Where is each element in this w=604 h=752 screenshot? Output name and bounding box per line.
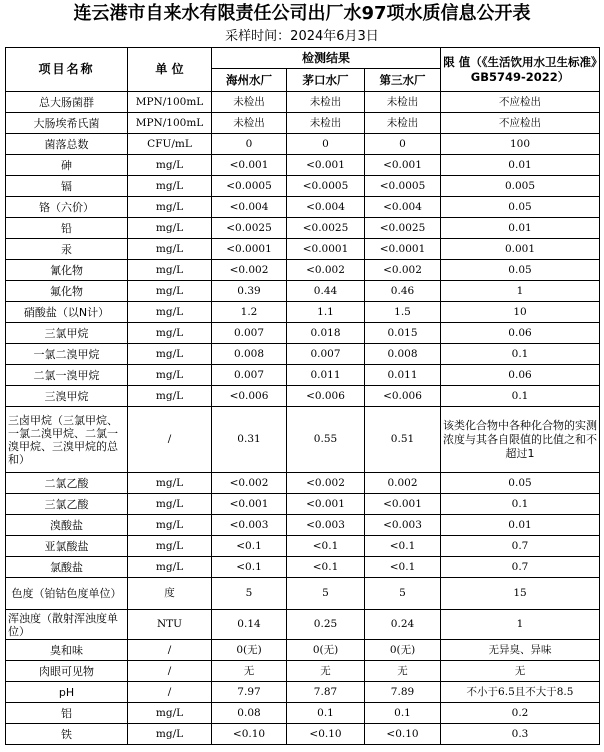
header-item-name: 项目名称	[6, 48, 128, 92]
row-unit: CFU/mL	[128, 134, 212, 155]
table-row	[6, 640, 600, 661]
row-value-maokou: 无	[287, 661, 365, 682]
row-limit: 0.01	[441, 515, 600, 536]
row-value-third: 5	[365, 578, 441, 610]
row-value-maokou: <0.006	[287, 386, 365, 407]
row-value-haizhou: <0.001	[212, 494, 287, 515]
row-value-maokou: <0.002	[287, 473, 365, 494]
header-limit: 限 值（《生活饮用水卫生标准》GB5749-2022）	[441, 48, 600, 92]
row-unit: 度	[128, 578, 212, 610]
row-value-maokou: 0.1	[287, 703, 365, 724]
row-unit: MPN/100mL	[128, 92, 212, 113]
row-item-name: 二氯乙酸	[6, 473, 128, 494]
table-row	[6, 557, 600, 578]
row-value-third: <0.001	[365, 494, 441, 515]
row-value-maokou: 0(无)	[287, 640, 365, 661]
table-row	[6, 661, 600, 682]
row-item-name: 氯酸盐	[6, 557, 128, 578]
row-value-haizhou: 5	[212, 578, 287, 610]
row-limit: 不小于6.5且不大于8.5	[441, 682, 600, 703]
row-value-haizhou: <0.001	[212, 155, 287, 176]
row-value-haizhou: <0.10	[212, 724, 287, 745]
table-row	[6, 113, 600, 134]
table-row	[6, 302, 600, 323]
row-value-haizhou: <0.1	[212, 557, 287, 578]
row-limit: 0.3	[441, 724, 600, 745]
row-unit: MPN/100mL	[128, 113, 212, 134]
row-limit: 10	[441, 302, 600, 323]
row-value-maokou: <0.001	[287, 494, 365, 515]
row-value-haizhou: <0.002	[212, 473, 287, 494]
row-value-haizhou: <0.0001	[212, 239, 287, 260]
row-value-third: 0.24	[365, 610, 441, 640]
row-value-haizhou: 0.08	[212, 703, 287, 724]
row-value-third: 未检出	[365, 92, 441, 113]
row-value-maokou: 0.018	[287, 323, 365, 344]
row-unit: mg/L	[128, 365, 212, 386]
row-value-haizhou: <0.006	[212, 386, 287, 407]
row-unit: mg/L	[128, 344, 212, 365]
row-limit: 0.06	[441, 365, 600, 386]
row-value-third: 0	[365, 134, 441, 155]
row-unit: mg/L	[128, 557, 212, 578]
header-plant-maokou: 茅口水厂	[287, 69, 365, 92]
row-item-name: 铅	[6, 218, 128, 239]
row-value-haizhou: 未检出	[212, 92, 287, 113]
header-results: 检测结果	[212, 48, 441, 69]
row-item-name: 氰化物	[6, 260, 128, 281]
table-row	[6, 578, 600, 610]
row-item-name: 铁	[6, 724, 128, 745]
row-value-haizhou: <0.004	[212, 197, 287, 218]
row-unit: mg/L	[128, 724, 212, 745]
row-value-maokou: 未检出	[287, 113, 365, 134]
row-value-haizhou: 0.007	[212, 323, 287, 344]
row-unit: mg/L	[128, 386, 212, 407]
row-limit: 0.1	[441, 494, 600, 515]
table-row	[6, 155, 600, 176]
row-unit: mg/L	[128, 515, 212, 536]
row-value-maokou: 未检出	[287, 92, 365, 113]
row-value-third: 未检出	[365, 113, 441, 134]
row-item-name: 一氯二溴甲烷	[6, 344, 128, 365]
row-value-third: 0.011	[365, 365, 441, 386]
row-value-third: <0.1	[365, 536, 441, 557]
row-limit: 无异臭、异味	[441, 640, 600, 661]
row-item-name: 肉眼可见物	[6, 661, 128, 682]
row-item-name: 镉	[6, 176, 128, 197]
table-body	[6, 92, 600, 745]
row-item-name: 大肠埃希氏菌	[6, 113, 128, 134]
row-item-name: 铬（六价）	[6, 197, 128, 218]
row-value-haizhou: 无	[212, 661, 287, 682]
row-value-maokou: <0.004	[287, 197, 365, 218]
row-item-name: 菌落总数	[6, 134, 128, 155]
row-value-haizhou: 0.007	[212, 365, 287, 386]
table-row	[6, 260, 600, 281]
row-value-maokou: <0.0005	[287, 176, 365, 197]
row-unit: mg/L	[128, 703, 212, 724]
table-row	[6, 703, 600, 724]
row-value-maokou: 0.011	[287, 365, 365, 386]
row-value-maokou: 0	[287, 134, 365, 155]
table-row	[6, 344, 600, 365]
row-item-name: 臭和味	[6, 640, 128, 661]
table-row	[6, 134, 600, 155]
row-item-name: 三卤甲烷（三氯甲烷、一氯二溴甲烷、二氯一溴甲烷、三溴甲烷的总和）	[6, 407, 128, 473]
row-value-third: <0.0005	[365, 176, 441, 197]
row-value-haizhou: 0.31	[212, 407, 287, 473]
row-limit: 0.005	[441, 176, 600, 197]
row-value-maokou: 5	[287, 578, 365, 610]
row-limit: 0.2	[441, 703, 600, 724]
row-limit: 无	[441, 661, 600, 682]
row-value-haizhou: 0.14	[212, 610, 287, 640]
row-item-name: 铝	[6, 703, 128, 724]
row-limit: 0.05	[441, 260, 600, 281]
row-item-name: 三氯乙酸	[6, 494, 128, 515]
row-unit: mg/L	[128, 176, 212, 197]
row-item-name: 二氯一溴甲烷	[6, 365, 128, 386]
row-value-third: 0(无)	[365, 640, 441, 661]
table-row	[6, 515, 600, 536]
row-limit: 0.1	[441, 386, 600, 407]
row-value-haizhou: <0.003	[212, 515, 287, 536]
row-value-third: <0.006	[365, 386, 441, 407]
table-row	[6, 365, 600, 386]
row-unit: mg/L	[128, 218, 212, 239]
row-unit: /	[128, 682, 212, 703]
row-limit: 100	[441, 134, 600, 155]
row-item-name: 汞	[6, 239, 128, 260]
row-value-third: 1.5	[365, 302, 441, 323]
row-unit: mg/L	[128, 323, 212, 344]
row-value-haizhou: 未检出	[212, 113, 287, 134]
row-value-maokou: 0.007	[287, 344, 365, 365]
row-item-name: 硝酸盐（以N计）	[6, 302, 128, 323]
row-value-maokou: 0.25	[287, 610, 365, 640]
row-value-third: <0.1	[365, 557, 441, 578]
row-value-maokou: 0.44	[287, 281, 365, 302]
table-row	[6, 176, 600, 197]
row-item-name: 色度（铂钴色度单位）	[6, 578, 128, 610]
table-row	[6, 494, 600, 515]
sampling-date: 采样时间：2024年6月3日	[225, 29, 379, 44]
row-value-haizhou: 0(无)	[212, 640, 287, 661]
row-value-third: 7.89	[365, 682, 441, 703]
row-item-name: 砷	[6, 155, 128, 176]
row-value-third: <0.004	[365, 197, 441, 218]
row-value-third: <0.002	[365, 260, 441, 281]
row-item-name: 浑浊度（散射浑浊度单位）	[6, 610, 128, 640]
row-limit: 0.1	[441, 344, 600, 365]
table-row	[6, 386, 600, 407]
row-item-name: 氟化物	[6, 281, 128, 302]
row-value-haizhou: 7.97	[212, 682, 287, 703]
table-row	[6, 473, 600, 494]
row-item-name: 总大肠菌群	[6, 92, 128, 113]
table-row	[6, 323, 600, 344]
row-value-maokou: <0.1	[287, 557, 365, 578]
row-limit: 0.001	[441, 239, 600, 260]
row-value-maokou: <0.003	[287, 515, 365, 536]
row-item-name: 溴酸盐	[6, 515, 128, 536]
table-row	[6, 281, 600, 302]
row-value-third: <0.10	[365, 724, 441, 745]
row-value-haizhou: <0.1	[212, 536, 287, 557]
row-value-maokou: <0.002	[287, 260, 365, 281]
page-title: 连云港市自来水有限责任公司出厂水97项水质信息公开表	[73, 3, 531, 24]
row-limit: 1	[441, 281, 600, 302]
row-unit: mg/L	[128, 239, 212, 260]
row-value-maokou: 1.1	[287, 302, 365, 323]
row-value-third: 无	[365, 661, 441, 682]
row-unit: mg/L	[128, 536, 212, 557]
row-limit: 0.06	[441, 323, 600, 344]
row-value-maokou: 0.55	[287, 407, 365, 473]
row-value-third: <0.0001	[365, 239, 441, 260]
row-value-haizhou: <0.0025	[212, 218, 287, 239]
row-value-maokou: <0.1	[287, 536, 365, 557]
header-unit: 单 位	[128, 48, 212, 92]
row-item-name: 三溴甲烷	[6, 386, 128, 407]
row-unit: /	[128, 640, 212, 661]
row-value-haizhou: 0.008	[212, 344, 287, 365]
row-value-maokou: <0.0001	[287, 239, 365, 260]
row-limit: 0.01	[441, 155, 600, 176]
row-value-third: 0.1	[365, 703, 441, 724]
row-limit: 该类化合物中各种化合物的实测浓度与其各自限值的比值之和不超过1	[441, 407, 600, 473]
row-limit: 不应检出	[441, 92, 600, 113]
row-value-third: 0.46	[365, 281, 441, 302]
row-item-name: pH	[6, 682, 128, 703]
table-row	[6, 682, 600, 703]
row-unit: /	[128, 407, 212, 473]
row-unit: NTU	[128, 610, 212, 640]
row-unit: mg/L	[128, 494, 212, 515]
row-limit: 0.05	[441, 197, 600, 218]
row-item-name: 亚氯酸盐	[6, 536, 128, 557]
row-value-maokou: 7.87	[287, 682, 365, 703]
row-unit: /	[128, 661, 212, 682]
table-row	[6, 407, 600, 473]
row-value-third: 0.002	[365, 473, 441, 494]
row-limit: 15	[441, 578, 600, 610]
table-row	[6, 536, 600, 557]
row-limit: 0.01	[441, 218, 600, 239]
table-row	[6, 610, 600, 640]
table-row	[6, 724, 600, 745]
row-value-third: <0.0025	[365, 218, 441, 239]
row-unit: mg/L	[128, 281, 212, 302]
row-value-haizhou: <0.002	[212, 260, 287, 281]
row-limit: 1	[441, 610, 600, 640]
row-value-haizhou: 1.2	[212, 302, 287, 323]
row-item-name: 三氯甲烷	[6, 323, 128, 344]
table-row	[6, 197, 600, 218]
row-limit: 0.7	[441, 536, 600, 557]
row-unit: mg/L	[128, 473, 212, 494]
table-row	[6, 239, 600, 260]
row-value-haizhou: 0	[212, 134, 287, 155]
row-value-third: <0.003	[365, 515, 441, 536]
header-plant-haizhou: 海州水厂	[212, 69, 287, 92]
table-row	[6, 218, 600, 239]
row-limit: 不应检出	[441, 113, 600, 134]
row-value-maokou: <0.0025	[287, 218, 365, 239]
water-quality-table	[5, 47, 600, 745]
row-value-maokou: <0.10	[287, 724, 365, 745]
header-plant-third: 第三水厂	[365, 69, 441, 92]
row-value-third: 0.51	[365, 407, 441, 473]
row-value-third: <0.001	[365, 155, 441, 176]
row-value-maokou: <0.001	[287, 155, 365, 176]
row-value-haizhou: 0.39	[212, 281, 287, 302]
row-value-haizhou: <0.0005	[212, 176, 287, 197]
row-unit: mg/L	[128, 302, 212, 323]
row-unit: mg/L	[128, 197, 212, 218]
table-row	[6, 92, 600, 113]
row-value-third: 0.015	[365, 323, 441, 344]
row-limit: 0.05	[441, 473, 600, 494]
row-limit: 0.7	[441, 557, 600, 578]
row-unit: mg/L	[128, 155, 212, 176]
row-value-third: 0.008	[365, 344, 441, 365]
row-unit: mg/L	[128, 260, 212, 281]
